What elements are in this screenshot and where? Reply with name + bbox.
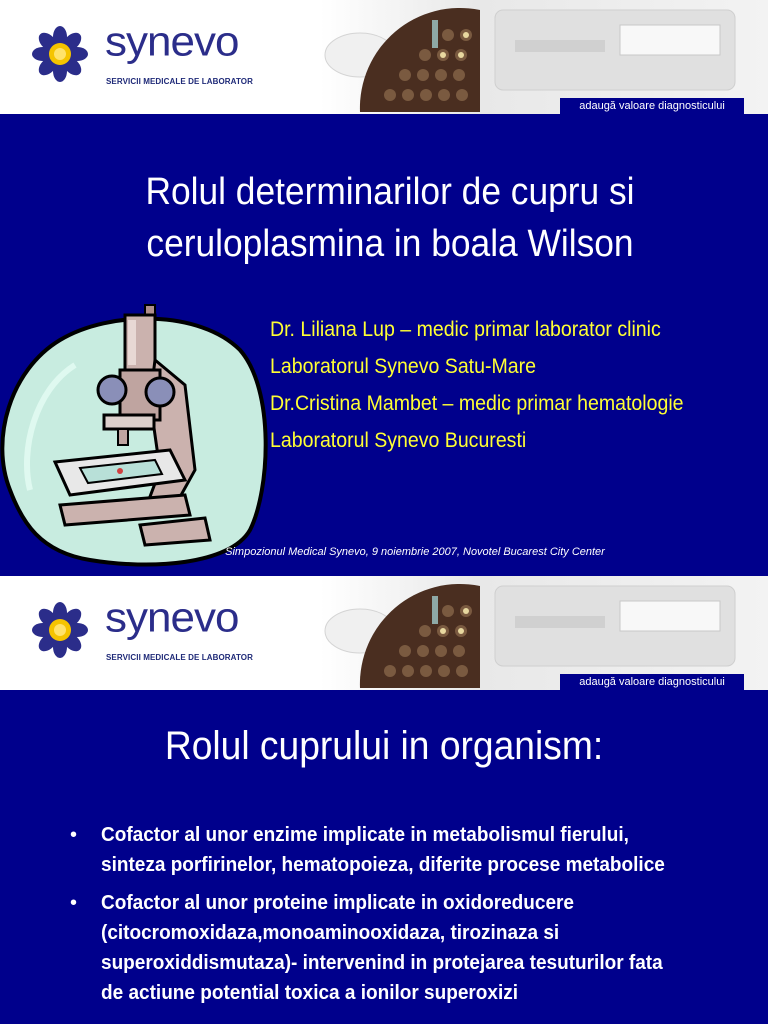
bullet-list	[66, 820, 716, 1016]
brand-name: synevo	[105, 594, 239, 641]
bullet-text: Cofactor al unor proteine implicate in oxidoreducere (citocromoxidaza,monoaminooxidaza, tirozinaza si superoxiddismutaza)- intervenind in protejarea tesuturilor fata de actiune potential toxica a ionilor superoxizi	[101, 892, 663, 1004]
list-item	[66, 820, 716, 880]
slide-title-line-2: ceruloplasmina in boala Wilson	[146, 223, 634, 265]
author-line: Dr.Cristina Mambet – medic primar hematologie	[270, 392, 684, 415]
bullet-text: Cofactor al unor enzime implicate in metabolismul fierului, sinteza porfirinelor, hematopoieza, diferite procese metabolice	[101, 824, 665, 876]
author-line: Laboratorul Synevo Satu-Mare	[270, 355, 536, 378]
slide-title	[83, 166, 697, 270]
slide-body	[0, 690, 768, 1024]
author-list	[270, 318, 715, 466]
microscope-icon	[0, 290, 270, 570]
bullet-icon: •	[70, 824, 78, 846]
flower-logo-icon	[30, 24, 90, 84]
slide-2	[0, 576, 768, 1024]
author-line: Dr. Liliana Lup – medic primar laborator clinic	[270, 318, 661, 341]
slide-header	[0, 0, 768, 114]
slide-header	[0, 576, 768, 690]
list-item	[66, 888, 716, 1008]
brand-subtitle: SERVICII MEDICALE DE LABORATOR	[106, 77, 254, 86]
event-footer: Simpozionul Medical Synevo, 9 noiembrie 2007, Novotel Bucarest City Center	[225, 546, 605, 558]
slide-body	[0, 114, 768, 576]
slide-title-line-1: Rolul determinarilor de cupru si	[145, 171, 635, 213]
brand-tagline: adaugă valoare diagnosticului	[560, 98, 744, 114]
lab-sample-tray-image	[320, 0, 768, 114]
brand-name: synevo	[105, 18, 239, 65]
brand-subtitle: SERVICII MEDICALE DE LABORATOR	[106, 653, 254, 662]
bullet-icon: •	[70, 892, 78, 914]
brand-tagline: adaugă valoare diagnosticului	[560, 674, 744, 690]
author-line: Laboratorul Synevo Bucuresti	[270, 429, 527, 452]
flower-logo-icon	[30, 600, 90, 660]
slide-title: Rolul cuprului in organism:	[164, 724, 604, 768]
lab-sample-tray-image	[320, 576, 768, 690]
